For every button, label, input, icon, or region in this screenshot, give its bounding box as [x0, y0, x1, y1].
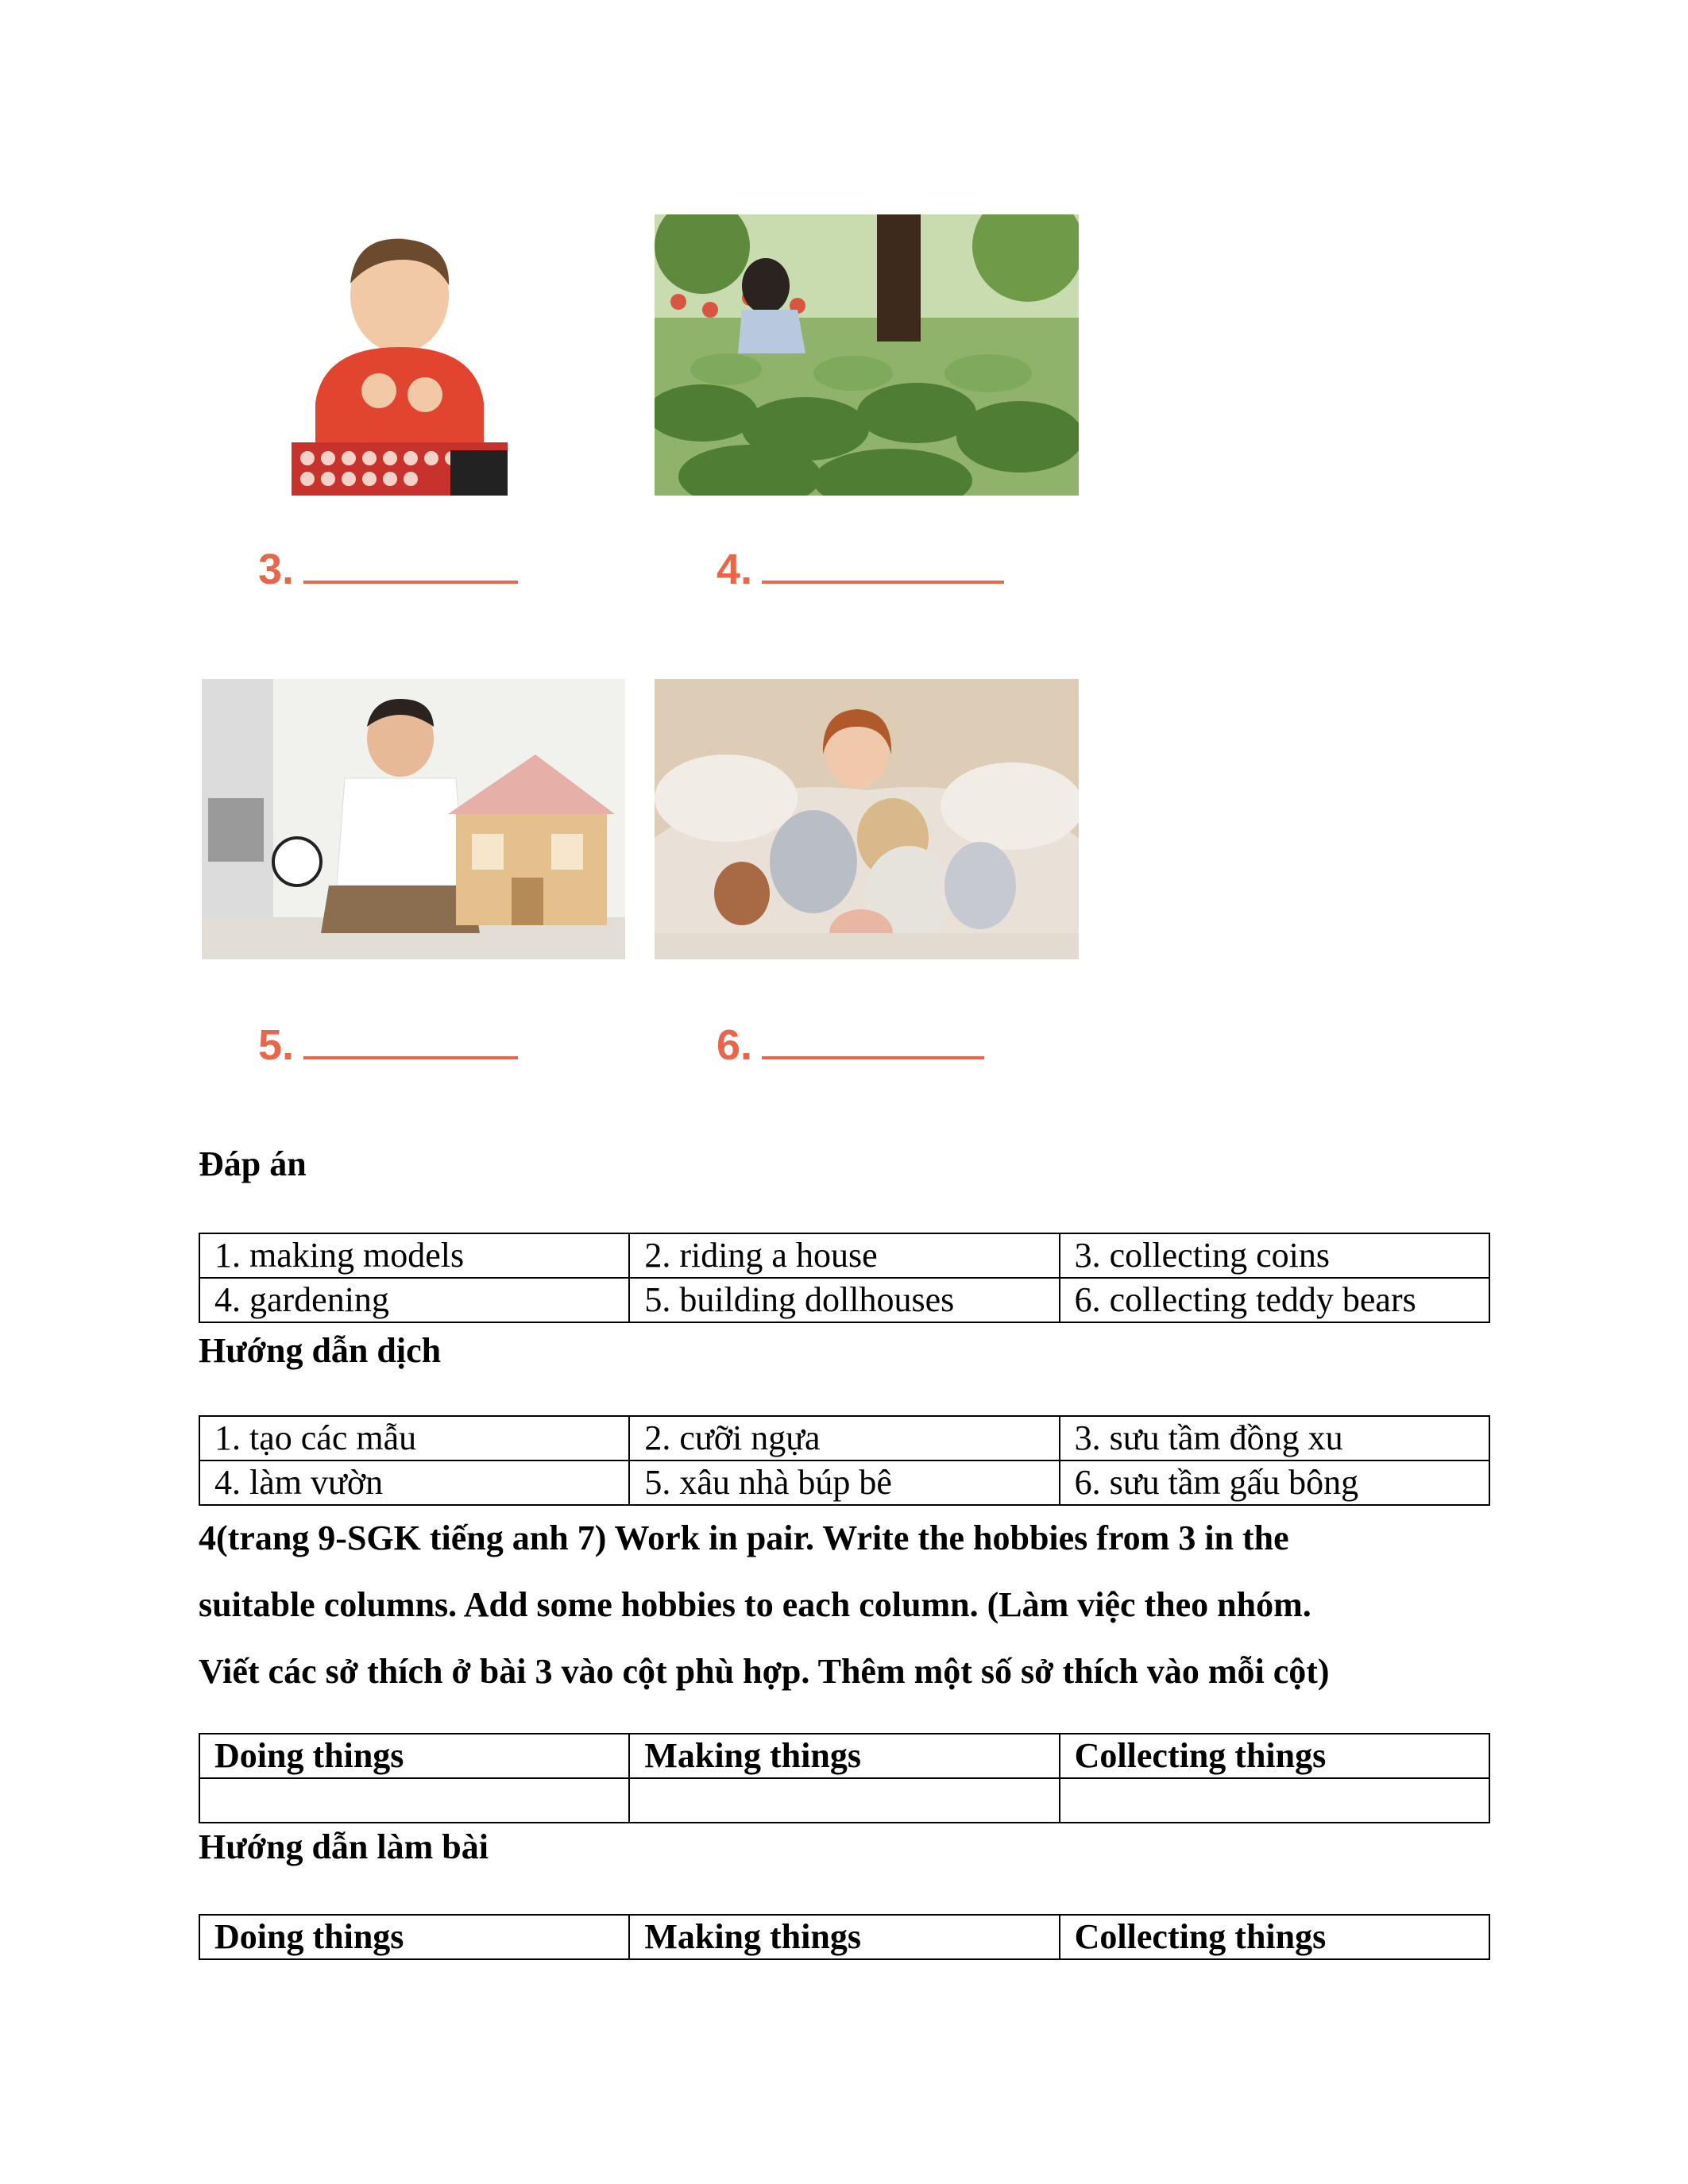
guide-heading: Hướng dẫn làm bài — [199, 1827, 489, 1866]
column-header: Collecting things — [1060, 1734, 1489, 1778]
translation-table — [199, 1415, 1490, 1506]
empty-cell — [199, 1778, 629, 1823]
table-row — [199, 1278, 1489, 1322]
picture-label-5: 5. — [258, 1021, 518, 1070]
table-cell: 3. collecting coins — [1060, 1233, 1489, 1278]
table-cell: 2. cưỡi ngựa — [629, 1416, 1059, 1461]
table-cell: 4. làm vườn — [199, 1461, 629, 1505]
table-cell: 5. xâu nhà búp bê — [629, 1461, 1059, 1505]
table-cell: 3. sưu tầm đồng xu — [1060, 1416, 1489, 1461]
column-header: Doing things — [199, 1734, 629, 1778]
empty-cell — [629, 1778, 1059, 1823]
table-cell: 6. sưu tầm gấu bông — [1060, 1461, 1489, 1505]
answer-blank — [762, 1026, 984, 1059]
photo-girl-teddy-bears — [655, 679, 1079, 959]
table-row — [199, 1233, 1489, 1278]
table-cell: 1. making models — [199, 1233, 629, 1278]
table-row — [199, 1461, 1489, 1505]
table-cell: 1. tạo các mẫu — [199, 1416, 629, 1461]
answer-blank — [303, 1026, 518, 1059]
picture-label-6: 6. — [717, 1021, 984, 1070]
instruction-line: suitable columns. Add some hobbies to each column. (Làm việc theo nhóm. — [199, 1585, 1311, 1624]
exercise-4-instructions — [199, 1505, 1501, 1705]
answers-heading: Đáp án — [199, 1144, 307, 1183]
instruction-line: 4(trang 9-SGK tiếng anh 7) Work in pair. Write the hobbies from 3 in the — [199, 1518, 1289, 1557]
photo-girl-gardening — [655, 214, 1079, 496]
table-header-row — [199, 1734, 1489, 1778]
table-row — [199, 1778, 1489, 1823]
column-header: Making things — [629, 1915, 1059, 1959]
guide-table — [199, 1914, 1490, 1960]
table-cell: 6. collecting teddy bears — [1060, 1278, 1489, 1322]
table-row — [199, 1416, 1489, 1461]
empty-cell — [1060, 1778, 1489, 1823]
column-header: Collecting things — [1060, 1915, 1489, 1959]
photo-boy-collecting-coins — [292, 228, 508, 496]
answer-blank — [303, 550, 518, 584]
answer-blank — [762, 550, 1004, 584]
picture-label-4: 4. — [717, 545, 1004, 594]
column-header: Doing things — [199, 1915, 629, 1959]
table-cell: 5. building dollhouses — [629, 1278, 1059, 1322]
instruction-line: Viết các sở thích ở bài 3 vào cột phù hợp. Thêm một số sở thích vào mỗi cột) — [199, 1652, 1330, 1691]
table-cell: 4. gardening — [199, 1278, 629, 1322]
table-header-row — [199, 1915, 1489, 1959]
table-cell: 2. riding a house — [629, 1233, 1059, 1278]
photo-boy-building-dollhouse — [202, 679, 625, 959]
hobby-columns-table — [199, 1733, 1490, 1823]
translation-heading: Hướng dẫn dịch — [199, 1331, 442, 1370]
picture-label-3: 3. — [258, 545, 518, 594]
answers-table — [199, 1233, 1490, 1323]
column-header: Making things — [629, 1734, 1059, 1778]
